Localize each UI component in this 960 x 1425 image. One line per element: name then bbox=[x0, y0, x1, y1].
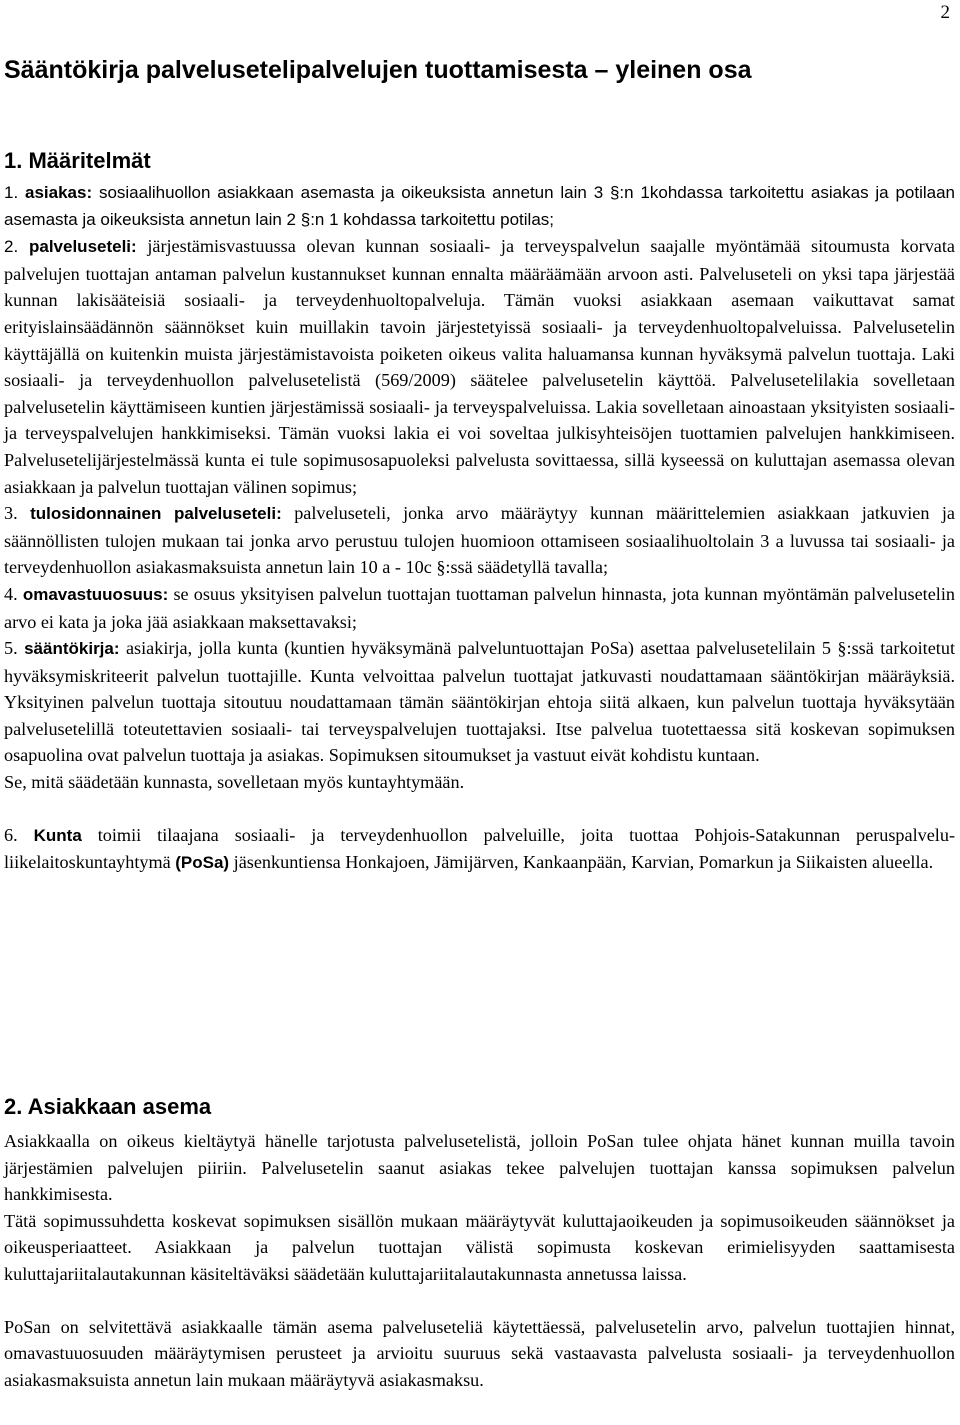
definition-text: asiakirja, jolla kunta (kuntien hyväksymänä palveluntuottajan PoSa) asettaa palvelusetelilain 5 §:ssä tarkoitetut hyväksymiskriteerit palvelun tuottajille. Kunta velvoittaa palvelun tuottajat jatkuvasti noudattamaan sääntökirjan määräyksiä. Yksityinen palvelun tuottaja sitoutuu noudattamaan tämän sääntökirjan ehtoja siitä alkaen, kun palvelun tuottaja hyväksytään palvelusetelillä toteutettavien sosiaali- tai terveyspalvelujen tuottajaksi. Itse palvelua tuotettaessa sitä koskevan sopimuksen osapuolina ovat palvelun tuottaja ja asiakas. Sopimuksen sitoumukset ja vastuut eivät kohdistu kuntaan. bbox=[4, 638, 956, 766]
definition-text: palveluseteli, jonka arvo määräytyy kunnan määrittelemien asiakkaan jatkuvien ja säännöllisten tulojen mukaan tai jonka arvo perustuu tulojen huomioon ottamiseen sosiaalihuoltolain 3 a luvussa tai sosiaali- ja terveydenhuollon asiakasmaksuista annetun lain 10 a - 10c §:ssä säädetyllä tavalla; bbox=[4, 503, 955, 578]
item-number: 2. bbox=[4, 237, 29, 257]
definition-term: sääntökirja: bbox=[24, 639, 120, 659]
section-2-paragraph-3: PoSan on selvitettävä asiakkaalle tämän asema palveluseteliä käytettäessä, palvelusetelin arvo, palvelun tuottajien hinnat, omavastuuosuuden määräytymisen perusteet ja arvioitu suuruus sekä vastaavasta palvelusta sosiaali- ja terveydenhuollon asiakasmaksuista annetun lain mukaan määräytyvä asiakasmaksu. bbox=[4, 1316, 955, 1390]
definition-text: se osuus yksityisen palvelun tuottajan tuottaman palvelun hinnasta, jota kunnan myöntämän palvelusetelin arvo ei kata ja joka jää asiakkaan maksettavaksi; bbox=[4, 583, 956, 632]
section-2-paragraph-2: Tätä sopimussuhdetta koskevat sopimuksen sisällön mukaan määräytyvät kuluttajaoikeuden ja sopimusoikeuden säännökset ja oikeusperiaatteet. Asiakkaan ja palvelun tuottajan välistä sopimusta koskevan erimielisyyden saattamisesta kuluttajariitalautakunnan käsiteltäväksi säädetään kuluttajariitalautakunnasta annetussa laissa. bbox=[4, 1210, 955, 1284]
definition-term: Kunta bbox=[33, 825, 82, 845]
definition-item-2 bbox=[4, 233, 955, 500]
section-2-body bbox=[4, 1128, 955, 1393]
definition-term: omavastuuosuus: bbox=[22, 584, 169, 604]
spacer bbox=[4, 796, 955, 822]
definition-text: jäsenkuntiensa Honkajoen, Jämijärven, Kankaanpään, Karvian, Pomarkun ja Siikaisten alueella. bbox=[229, 852, 934, 873]
definition-term: tulosidonnainen palveluseteli: bbox=[30, 504, 282, 524]
section-2-heading: 2. Asiakkaan asema bbox=[4, 1094, 212, 1119]
definition-item-1 bbox=[4, 180, 955, 233]
page-number: 2 bbox=[940, 2, 950, 23]
kuntayhtyma-note: Se, mitä säädetään kunnasta, sovelletaan myös kuntayhtymään. bbox=[4, 772, 465, 793]
definition-item-5 bbox=[4, 635, 955, 769]
definition-term: palveluseteli: bbox=[28, 237, 137, 257]
definition-item-4 bbox=[4, 581, 955, 635]
definition-item-6 bbox=[4, 822, 955, 877]
section-2-paragraph-1: Asiakkaalla on oikeus kieltäytyä hänelle tarjotusta palvelusetelistä, jolloin PoSan tulee ohjata hänet kunnan muilla tavoin järjestämien palvelujen piiriin. Palvelusetelin saanut asiakas tekee palvelujen tuottajan kanssa sopimuksen palvelun hankkimisesta. bbox=[4, 1131, 955, 1205]
item-number: 3. bbox=[4, 503, 31, 524]
definition-text: järjestämisvastuussa olevan kunnan sosiaali- ja terveyspalvelun saajalle myöntämää sitoumusta korvata palvelujen tuottajan antaman palvelun kustannukset kunnan ennalta määräämään arvoon asti. Palveluseteli on yksi tapa järjestää kunnan lakisääteisiä sosiaali- ja terveydenhuoltopalveluja. Tämän vuoksi asiakkaan asemaan vaikuttavat samat erityislainsäädännön säännökset kuin muillakin tavoin järjestetyissä sosiaali- ja terveydenhuoltopalveluissa. Palvelusetelin käyttäjällä on kuitenkin muista järjestämistavoista poiketen oikeus valita haluamansa kunnan hyväksymä palvelun tuottaja. Laki sosiaali- ja terveydenhuollon palvelusetelistä (569/2009) säätelee palvelusetelin käyttöä. Palvelusetelilakia sovelletaan palvelusetelin käyttämiseen kuntien järjestämissä sosiaali- ja terveyspalveluissa. Lakia sovelletaan ainoastaan yksityisten sosiaali- ja terveyspalvelujen hankkimiseksi. Tämän vuoksi lakia ei voi soveltaa julkisyhteisöjen tuottamien palvelujen hankkimiseen. Palvelusetelijärjestelmässä kunta ei tule sopimusosapuoleksi palvelusta sovittaessa, sillä kyseessä on kuluttajan asemassa olevan asiakkaan ja palvelun tuottajan välinen sopimus; bbox=[4, 236, 955, 497]
document-title: Sääntökirja palvelusetelipalvelujen tuottamisesta – yleinen osa bbox=[4, 56, 752, 84]
definition-text: toimii tilaajana sosiaali- ja terveydenhuollon palveluille, joita tuottaa Pohjois-Satakunnan peruspalvelu-liikelaitoskuntayhtymä bbox=[4, 824, 956, 873]
definition-text: sosiaalihuollon asiakkaan asemasta ja oikeuksista annetun lain 3 §:n 1kohdassa tarkoitettu asiakas ja potilaan asemasta ja oikeuksista annetun lain 2 §:n 1 kohdassa tarkoitettu potilas; bbox=[4, 183, 955, 229]
spacer bbox=[4, 1288, 955, 1314]
item-number: 6. bbox=[4, 824, 34, 845]
section-1-heading: 1. Määritelmät bbox=[4, 148, 151, 173]
item-number: 4. bbox=[4, 583, 23, 604]
definition-term: asiakas: bbox=[25, 183, 93, 202]
definitions-block bbox=[4, 180, 955, 877]
item-number: 5. bbox=[4, 638, 25, 659]
definition-term-posa: (PoSa) bbox=[175, 853, 230, 873]
item-number: 1. bbox=[4, 183, 25, 202]
definition-item-3 bbox=[4, 500, 955, 581]
